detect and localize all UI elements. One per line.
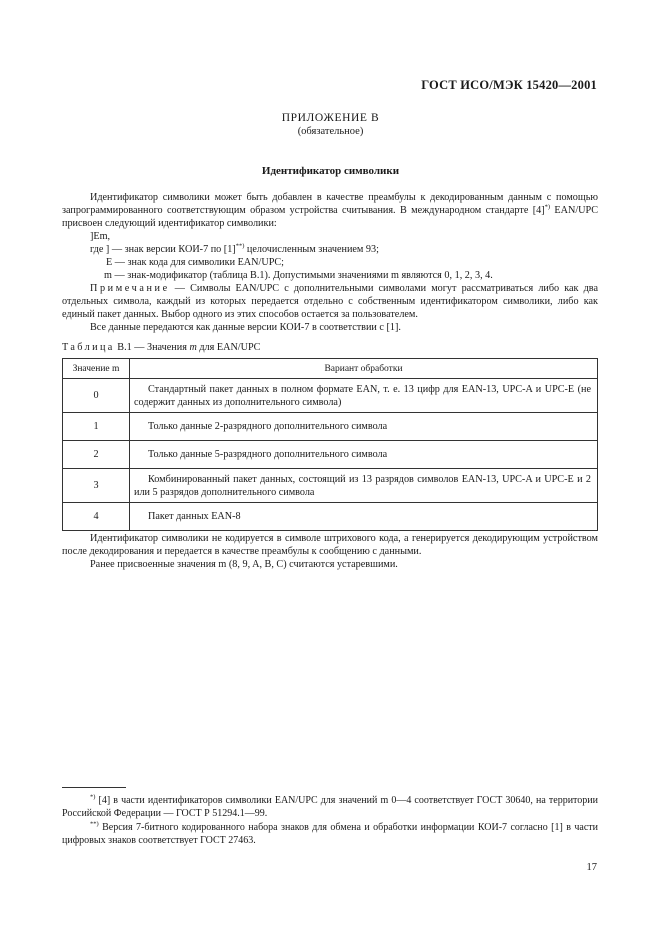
- m-definition: m — знак-модификатор (таблица В.1). Допустимыми значениями m являются 0, 1, 2, 3, 4.: [104, 270, 493, 281]
- value-cell: 1: [63, 413, 130, 441]
- page-number: 17: [586, 862, 597, 873]
- processing-cell: Стандартный пакет данных в полном формате EAN, т. е. 13 цифр для EAN-13, UPC-A и UPC-E (не содержит данных из дополнительного символа): [130, 379, 598, 413]
- obsolete-values-paragraph: Ранее присвоенные значения m (8, 9, A, B, C) считаются устаревшими.: [90, 559, 398, 570]
- where-text-b: целочисленным значением 93;: [244, 244, 379, 255]
- footnote-ref-2: **): [235, 242, 245, 250]
- where-line: [62, 243, 598, 256]
- processing-cell: Комбинированный пакет данных, состоящий из 13 разрядов символов EAN-13, UPC-A и UPC-E и 2 или 5 разрядов дополнительного символа: [130, 469, 598, 503]
- note-paragraph: [62, 282, 598, 321]
- footnote-1: [62, 795, 598, 820]
- table-caption: [62, 342, 260, 353]
- section-title: Идентификатор символики: [261, 165, 400, 177]
- intro-text-a: Идентификатор символики может быть добавлен в качестве преамбулы к декодированным данным с помощью запрограммированного соответствующим образом устройства считывания. В международном стандарте [4]: [62, 192, 598, 216]
- table-row: [63, 441, 598, 469]
- column-header-value: Значение m: [63, 359, 130, 379]
- footnote-divider: [62, 787, 126, 788]
- table-caption-rest: В.1 — Значения: [114, 342, 190, 353]
- footnote-1-text: [4] в части идентификаторов символики EAN/UPC для значений m 0—4 соответствует ГОСТ 30640, на территории Российской Федерации — ГОСТ Р 51294.1—99.: [62, 795, 598, 819]
- standard-designation: ГОСТ ИСО/МЭК 15420—2001: [421, 78, 597, 92]
- intro-block: [62, 191, 598, 334]
- footnote-2-mark: **): [90, 820, 99, 828]
- value-cell: 4: [63, 503, 130, 531]
- all-data-paragraph: Все данные передаются как данные версии КОИ-7 в соответствии с [1].: [90, 322, 401, 333]
- e-definition: E — знак кода для символики EAN/UPC;: [106, 257, 285, 268]
- value-cell: 2: [63, 441, 130, 469]
- table-row: [63, 503, 598, 531]
- processing-cell: Пакет данных EAN-8: [130, 503, 598, 531]
- appendix-subtitle: (обязательное): [297, 126, 364, 137]
- table-row: [63, 379, 598, 413]
- footnote-ref-1: *): [544, 203, 551, 211]
- table-caption-label: Таблица: [62, 342, 115, 353]
- table-row: [63, 469, 598, 503]
- table-caption-end: для EAN/UPC: [196, 342, 261, 353]
- where-text-a: где ] — знак версии КОИ-7 по [1]: [90, 244, 236, 255]
- column-header-processing: Вариант обработки: [130, 359, 598, 379]
- value-cell: 0: [63, 379, 130, 413]
- footnote-2: [62, 822, 598, 847]
- values-table: [62, 358, 598, 531]
- processing-cell: Только данные 2-разрядного дополнительного символа: [130, 413, 598, 441]
- table-header-row: [63, 359, 598, 379]
- footnote-2-text: Версия 7-битного кодированного набора знаков для обмена и обработки информации КОИ-7 согласно [1] в части цифровых знаков соответствует ГОСТ 27463.: [62, 822, 598, 846]
- intro-text-b: EAN/UPC присвоен следующий идентификатор символики:: [62, 205, 598, 229]
- identifier-code: ]Em,: [90, 231, 111, 242]
- table-caption-m: m: [189, 342, 197, 353]
- note-text: — Символы EAN/UPC с дополнительными символами могут рассматриваться либо как два отдельных символа, каждый из которых передается отдельно с собственным идентификатором символики, либо как единый пакет данных. Выбор одного из этих способов остается за пользователем.: [62, 283, 598, 320]
- processing-cell: Только данные 5-разрядного дополнительного символа: [130, 441, 598, 469]
- decoder-paragraph: Идентификатор символики не кодируется в символе штрихового кода, а генерируется декодирующим устройством после декодирования и передается в качестве преамбулы к сообщению с данными.: [62, 533, 598, 557]
- table-row: [63, 413, 598, 441]
- note-label: Примечание: [90, 283, 170, 294]
- footnote-1-mark: *): [90, 793, 96, 801]
- intro-paragraph: [62, 191, 598, 230]
- value-cell: 3: [63, 469, 130, 503]
- footnotes: [62, 795, 598, 849]
- appendix-title: ПРИЛОЖЕНИЕ В: [281, 112, 380, 124]
- after-table-block: [62, 532, 598, 571]
